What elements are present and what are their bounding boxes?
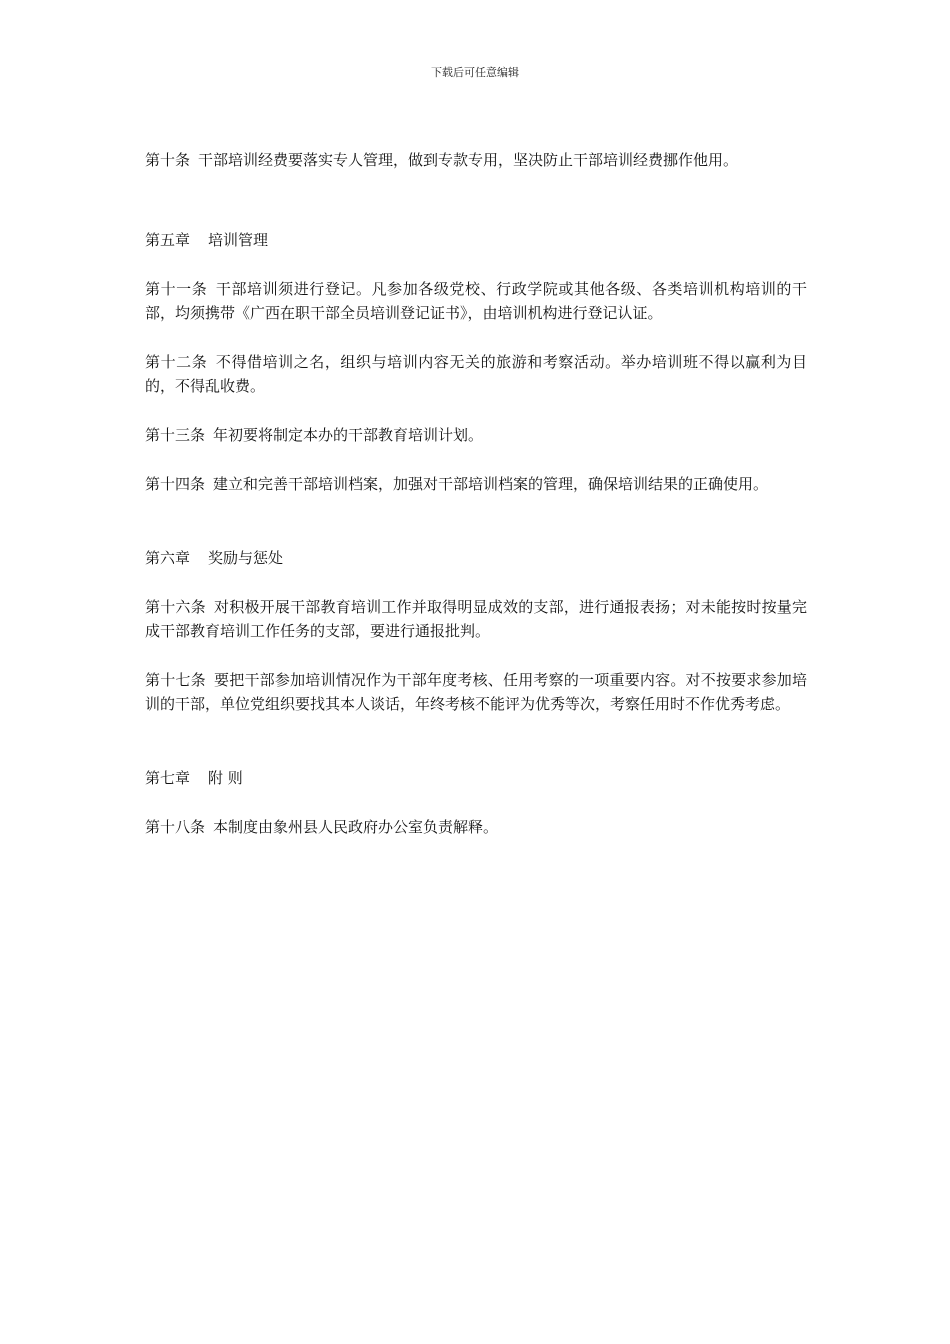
article-text: 建立和完善干部培训档案，加强对干部培训档案的管理，确保培训结果的正确使用。 <box>213 475 769 493</box>
article-text: 干部培训须进行登记。凡参加各级党校、行政学院或其他各级、各类培训机构培训的干部，均须携带《广西在职干部全员培训登记证书》，由培训机构进行登记认证。 <box>145 280 807 322</box>
article-14 <box>145 472 807 496</box>
article-label: 第十二条 <box>145 353 208 371</box>
chapter-title: 奖励与惩处 <box>208 549 284 567</box>
header-note: 下载后可任意编辑 <box>431 66 519 79</box>
article-label: 第十八条 <box>145 818 206 836</box>
article-text: 要把干部参加培训情况作为干部年度考核、任用考察的一项重要内容。对不按要求参加培训的干部，单位党组织要找其本人谈话，年终考核不能评为优秀等次，考察任用时不作优秀考虑。 <box>145 671 807 713</box>
chapter-6-heading <box>145 546 807 570</box>
chapter-title: 培训管理 <box>208 231 269 249</box>
chapter-label: 第六章 <box>145 549 191 567</box>
chapter-title: 附 则 <box>208 769 243 787</box>
article-label: 第十六条 <box>145 598 206 616</box>
chapter-5-heading <box>145 228 807 252</box>
article-11 <box>145 277 807 325</box>
chapter-7-heading <box>145 766 807 790</box>
article-label: 第十七条 <box>145 671 206 689</box>
article-text: 年初要将制定本办的干部教育培训计划。 <box>213 426 484 444</box>
article-text: 不得借培训之名，组织与培训内容无关的旅游和考察活动。举办培训班不得以赢利为目的，不得乱收费。 <box>145 353 807 395</box>
article-10 <box>145 148 807 172</box>
article-label: 第十一条 <box>145 280 208 298</box>
article-label: 第十条 <box>145 151 191 169</box>
chapter-label: 第七章 <box>145 769 191 787</box>
article-18 <box>145 815 807 839</box>
article-12 <box>145 350 807 398</box>
document-body <box>145 148 807 839</box>
article-text: 干部培训经费要落实专人管理，做到专款专用，坚决防止干部培训经费挪作他用。 <box>198 151 739 169</box>
chapter-label: 第五章 <box>145 231 191 249</box>
article-text: 本制度由象州县人民政府办公室负责解释。 <box>213 818 499 836</box>
article-13 <box>145 423 807 447</box>
article-16 <box>145 595 807 643</box>
article-text: 对积极开展干部教育培训工作并取得明显成效的支部，进行通报表扬；对未能按时按量完成干部教育培训工作任务的支部，要进行通报批判。 <box>145 598 807 640</box>
article-label: 第十四条 <box>145 475 206 493</box>
article-label: 第十三条 <box>145 426 206 444</box>
article-17 <box>145 668 807 716</box>
